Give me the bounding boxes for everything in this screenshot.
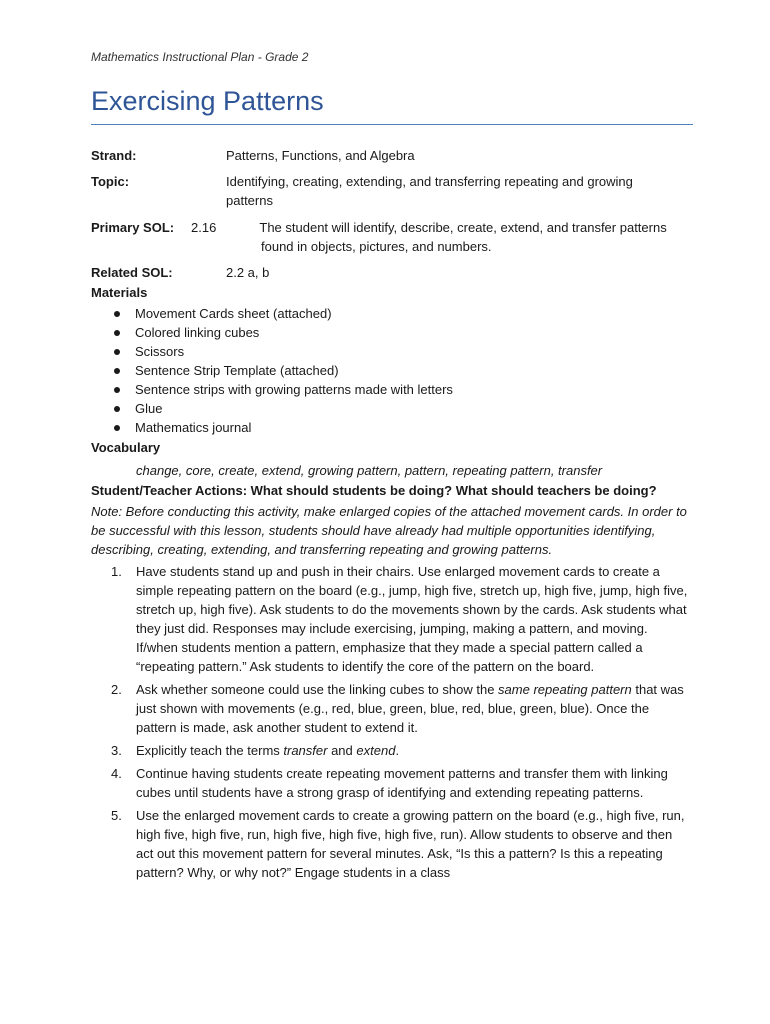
running-header: Mathematics Instructional Plan - Grade 2 [91, 50, 309, 64]
materials-list [91, 304, 453, 437]
step-number: 3. [111, 743, 122, 758]
bullet-icon [114, 406, 120, 412]
primary-sol-text: The student will identify, describe, create, extend, and transfer patterns found in objects, pictures, and numbers. [259, 220, 667, 254]
related-sol-label: Related SOL: [91, 265, 173, 280]
primary-sol-label: Primary SOL: [91, 220, 175, 235]
bullet-icon [114, 349, 120, 355]
bullet-icon [114, 387, 120, 393]
step-text: Explicitly teach the terms transfer and extend. [136, 743, 400, 758]
vocabulary-heading: Vocabulary [91, 440, 161, 455]
primary-sol-value [191, 218, 671, 256]
step-number: 5. [111, 808, 122, 823]
list-item: Mathematics journal [91, 418, 453, 437]
actions-heading: Student/Teacher Actions: What should students be doing? What should teachers be doing? [91, 483, 657, 498]
step-item [91, 806, 691, 882]
bullet-icon [114, 311, 120, 317]
step-number: 4. [111, 766, 122, 781]
steps-list [91, 562, 691, 886]
list-item: Sentence strips with growing patterns made with letters [91, 380, 453, 399]
primary-sol-number: 2.16 [191, 220, 217, 235]
step-item [91, 562, 691, 676]
list-item: Movement Cards sheet (attached) [91, 304, 453, 323]
strand-label: Strand: [91, 148, 137, 163]
step-number: 1. [111, 564, 122, 579]
title-underline [91, 124, 693, 125]
vocabulary-terms: change, core, create, extend, growing pattern, pattern, repeating pattern, transfer [136, 463, 603, 478]
step-text: Have students stand up and push in their chairs. Use enlarged movement cards to create a simple repeating pattern on the board (e.g., jump, high five, stretch up, high five, jump, high five, stretch up, high five). Ask students to do the movements shown by the cards. Ask students what they just did. Responses may include exercising, jumping, making a pattern, and moving. If/when students mention a pattern, emphasize that they made a special pattern called a “repeating pattern.” Ask students to identify the core of the pattern on the board. [136, 564, 688, 674]
teacher-note: Note: Before conducting this activity, make enlarged copies of the attached movement cards. In order to be successful with this lesson, students should have already had multiple opportunities identifying, describing, creating, extending, and transferring repeating and growing patterns. [91, 504, 687, 557]
step-text: Ask whether someone could use the linking cubes to show the same repeating pattern that was just shown with movements (e.g., red, blue, green, blue, red, blue, green, blue). Once the pattern is made, ask another student to extend it. [136, 682, 684, 735]
strand-value: Patterns, Functions, and Algebra [226, 148, 415, 163]
list-item: Glue [91, 399, 453, 418]
related-sol-value: 2.2 a, b [226, 265, 270, 280]
topic-value: Identifying, creating, extending, and transferring repeating and growing patterns [226, 174, 633, 208]
bullet-icon [114, 368, 120, 374]
materials-heading: Materials [91, 285, 148, 300]
bullet-icon [114, 425, 120, 431]
step-number: 2. [111, 682, 122, 697]
list-item: Sentence Strip Template (attached) [91, 361, 453, 380]
list-item: Scissors [91, 342, 453, 361]
step-item [91, 680, 691, 737]
step-text: Continue having students create repeating movement patterns and transfer them with linking cubes until students have a strong grasp of identifying and extending repeating patterns. [136, 766, 668, 800]
list-item: Colored linking cubes [91, 323, 453, 342]
topic-label: Topic: [91, 174, 130, 189]
bullet-icon [114, 330, 120, 336]
step-item [91, 741, 691, 760]
step-text: Use the enlarged movement cards to create a growing pattern on the board (e.g., high five, run, high five, high five, run, high five, high five, high five, run). Allow students to observe and then act out this movement pattern for several minutes. Ask, “Is this a pattern? Is this a repeating pattern? Why, or why not?” Engage students in a class [136, 808, 685, 880]
step-item [91, 764, 691, 802]
page-title: Exercising Patterns [91, 86, 324, 116]
